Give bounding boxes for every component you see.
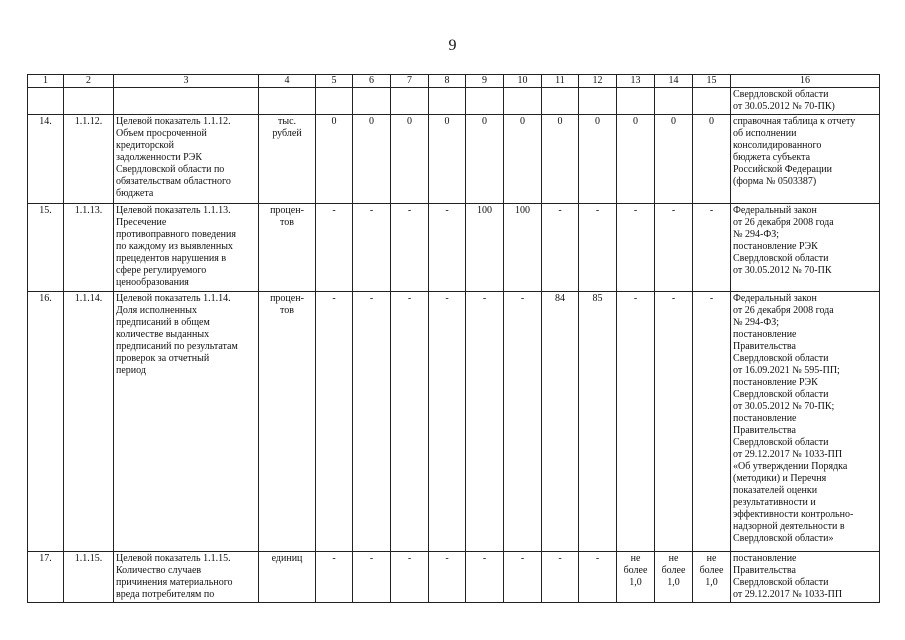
unit-line: тыс.: [277, 116, 297, 127]
value-cell: 0: [617, 115, 655, 204]
indicator-name-line: Доля исполненных: [116, 305, 197, 316]
header-cell-5: 5: [316, 75, 353, 88]
indicators-table: [27, 74, 880, 603]
indicator-name-line: проверок за отчетный: [116, 353, 210, 364]
source-line: «Об утверждении Порядка: [733, 461, 848, 472]
value-cell: -: [391, 552, 429, 603]
indicator-name-line: Целевой показатель 1.1.12.: [116, 116, 231, 127]
empty-cell: [579, 88, 617, 115]
value-cell: 0: [466, 115, 504, 204]
value-cell: 84: [542, 292, 579, 552]
source-line: Российской Федерации: [733, 164, 833, 175]
value-line: более: [661, 565, 686, 576]
source-line: об исполнении: [733, 128, 797, 139]
indicator-name-line: Целевой показатель 1.1.15.: [116, 553, 231, 564]
value-cell: [693, 552, 731, 603]
value-cell: -: [617, 292, 655, 552]
value-cell: -: [353, 292, 391, 552]
indicator-name-line: предписаний по результатам: [116, 341, 238, 352]
unit-cell: [259, 552, 316, 603]
source-line: № 294-ФЗ;: [733, 229, 780, 240]
indicator-name-line: противоправного поведения: [116, 229, 236, 240]
value-cell: -: [617, 204, 655, 292]
source-line: бюджета субъекта: [733, 152, 811, 163]
indicator-name-cell: [114, 552, 259, 603]
value-line: 1,0: [705, 577, 718, 588]
source-line: от 16.09.2021 № 595-ПП;: [733, 365, 840, 376]
empty-cell: [617, 88, 655, 115]
header-cell-1: 1: [28, 75, 64, 88]
value-cell: -: [391, 292, 429, 552]
source-line: показателей оценки: [733, 485, 818, 496]
value-cell: 85: [579, 292, 617, 552]
source-cell: [731, 204, 880, 292]
source-line: результативности и: [733, 497, 816, 508]
value-cell: -: [655, 204, 693, 292]
header-cell-2: 2: [64, 75, 114, 88]
value-cell: -: [316, 204, 353, 292]
value-cell: -: [579, 552, 617, 603]
value-cell: 0: [693, 115, 731, 204]
source-line: Свердловской области: [733, 89, 829, 100]
empty-cell: [504, 88, 542, 115]
value-cell: -: [655, 292, 693, 552]
indicator-name-line: задолженности РЭК: [116, 152, 202, 163]
indicator-name-line: вреда потребителям по: [116, 589, 215, 600]
source-line: (методики) и Перечня: [733, 473, 827, 484]
value-line: 1,0: [667, 577, 680, 588]
source-line: Федеральный закон: [733, 205, 817, 216]
indicator-name-line: причинения материального: [116, 577, 233, 588]
indicator-name-line: кредиторской: [116, 140, 174, 151]
header-cell-14: 14: [655, 75, 693, 88]
indicator-code-cell: 1.1.13.: [64, 204, 114, 292]
indicator-name-line: Целевой показатель 1.1.13.: [116, 205, 231, 216]
indicator-name-line: период: [116, 365, 146, 376]
value-line: не: [630, 553, 641, 564]
header-cell-11: 11: [542, 75, 579, 88]
source-line: Правительства: [733, 565, 796, 576]
source-cell: [731, 292, 880, 552]
source-line: Правительства: [733, 425, 796, 436]
header-cell-12: 12: [579, 75, 617, 88]
empty-cell: [114, 88, 259, 115]
indicator-name-cell: [114, 115, 259, 204]
source-line: эффективности контрольно-: [733, 509, 854, 520]
empty-cell: [28, 88, 64, 115]
indicator-code-cell: 1.1.12.: [64, 115, 114, 204]
empty-cell: [655, 88, 693, 115]
table-row: [28, 552, 880, 603]
source-line: постановление РЭК: [733, 377, 818, 388]
header-cell-3: 3: [114, 75, 259, 88]
value-cell: 0: [542, 115, 579, 204]
value-line: не: [706, 553, 717, 564]
header-cell-13: 13: [617, 75, 655, 88]
unit-line: процен-: [270, 293, 304, 304]
source-cell: [731, 552, 880, 603]
value-cell: -: [693, 204, 731, 292]
value-cell: -: [353, 204, 391, 292]
empty-cell: [391, 88, 429, 115]
unit-cell: [259, 204, 316, 292]
value-cell: 0: [353, 115, 391, 204]
table-row: [28, 204, 880, 292]
value-cell: [617, 552, 655, 603]
source-line: надзорной деятельности в: [733, 521, 845, 532]
table-row: [28, 292, 880, 552]
value-cell: 100: [504, 204, 542, 292]
value-cell: -: [466, 552, 504, 603]
row-number-cell: 16.: [28, 292, 64, 552]
header-cell-4: 4: [259, 75, 316, 88]
source-line: справочная таблица к отчету: [733, 116, 856, 127]
table-row-continuation: [28, 88, 880, 115]
source-line: постановление РЭК: [733, 241, 818, 252]
header-cell-7: 7: [391, 75, 429, 88]
value-cell: -: [504, 292, 542, 552]
empty-cell: [693, 88, 731, 115]
unit-cell: [259, 115, 316, 204]
source-line: Свердловской области: [733, 577, 829, 588]
indicator-name-line: по каждому из выявленных: [116, 241, 233, 252]
source-line: от 30.05.2012 № 70-ПК;: [733, 401, 835, 412]
indicator-name-line: Пресечение: [116, 217, 167, 228]
source-line: Свердловской области: [733, 353, 829, 364]
source-line: от 30.05.2012 № 70-ПК): [733, 101, 835, 112]
value-cell: -: [353, 552, 391, 603]
source-line: консолидированного: [733, 140, 822, 151]
value-line: 1,0: [629, 577, 642, 588]
source-line: от 29.12.2017 № 1033-ПП: [733, 449, 843, 460]
source-cell: [731, 115, 880, 204]
value-cell: -: [316, 292, 353, 552]
indicator-name-line: ценообразования: [116, 277, 189, 288]
value-cell: -: [542, 552, 579, 603]
empty-cell: [466, 88, 504, 115]
source-line: от 29.12.2017 № 1033-ПП: [733, 589, 843, 600]
value-cell: 0: [504, 115, 542, 204]
header-cell-10: 10: [504, 75, 542, 88]
value-cell: -: [429, 292, 466, 552]
source-line: от 30.05.2012 № 70-ПК: [733, 265, 832, 276]
value-cell: -: [316, 552, 353, 603]
source-line: Свердловской области: [733, 253, 829, 264]
unit-line: тов: [280, 305, 294, 316]
source-line: № 294-ФЗ;: [733, 317, 780, 328]
source-line: от 26 декабря 2008 года: [733, 305, 834, 316]
page-number: 9: [448, 37, 457, 54]
indicator-name-line: Свердловской области по: [116, 164, 225, 175]
indicator-name-line: Целевой показатель 1.1.14.: [116, 293, 231, 304]
empty-cell: [259, 88, 316, 115]
value-cell: -: [391, 204, 429, 292]
header-cell-6: 6: [353, 75, 391, 88]
value-cell: 0: [579, 115, 617, 204]
indicator-name-line: бюджета: [116, 188, 154, 199]
indicator-code-cell: 1.1.14.: [64, 292, 114, 552]
source-line: Правительства: [733, 341, 796, 352]
source-cell: [731, 88, 880, 115]
empty-cell: [353, 88, 391, 115]
value-cell: -: [693, 292, 731, 552]
value-cell: -: [429, 204, 466, 292]
value-cell: -: [429, 552, 466, 603]
value-cell: 0: [316, 115, 353, 204]
value-cell: 100: [466, 204, 504, 292]
row-number-cell: 15.: [28, 204, 64, 292]
empty-cell: [429, 88, 466, 115]
value-cell: 0: [429, 115, 466, 204]
source-line: Свердловской области»: [733, 533, 834, 544]
value-cell: 0: [391, 115, 429, 204]
header-row: [28, 75, 880, 88]
unit-line: рублей: [272, 128, 302, 139]
value-cell: -: [579, 204, 617, 292]
unit-line: тов: [280, 217, 294, 228]
row-number-cell: 17.: [28, 552, 64, 603]
indicator-name-line: обязательствам областного: [116, 176, 231, 187]
indicator-name-cell: [114, 292, 259, 552]
value-line: более: [699, 565, 724, 576]
indicator-name-line: прецедентов нарушения в: [116, 253, 227, 264]
source-line: постановление: [733, 329, 797, 340]
table-row: [28, 115, 880, 204]
indicator-name-line: Объем просроченной: [116, 128, 207, 139]
value-cell: -: [466, 292, 504, 552]
empty-cell: [64, 88, 114, 115]
indicator-name-cell: [114, 204, 259, 292]
value-cell: [655, 552, 693, 603]
value-cell: -: [542, 204, 579, 292]
row-number-cell: 14.: [28, 115, 64, 204]
unit-line: процен-: [270, 205, 304, 216]
indicator-name-line: Количество случаев: [116, 565, 202, 576]
value-cell: 0: [655, 115, 693, 204]
indicator-name-line: сфере регулируемого: [116, 265, 207, 276]
value-line: более: [623, 565, 648, 576]
indicator-name-line: количестве выданных: [116, 329, 210, 340]
source-line: от 26 декабря 2008 года: [733, 217, 834, 228]
unit-line: единиц: [271, 553, 303, 564]
indicator-code-cell: 1.1.15.: [64, 552, 114, 603]
header-cell-8: 8: [429, 75, 466, 88]
source-line: (форма № 0503387): [733, 176, 817, 187]
header-cell-16: 16: [731, 75, 880, 88]
empty-cell: [542, 88, 579, 115]
header-cell-15: 15: [693, 75, 731, 88]
source-line: Федеральный закон: [733, 293, 817, 304]
value-line: не: [668, 553, 679, 564]
header-cell-9: 9: [466, 75, 504, 88]
empty-cell: [316, 88, 353, 115]
indicator-name-line: предписаний в общем: [116, 317, 210, 328]
source-line: Свердловской области: [733, 437, 829, 448]
source-line: Свердловской области: [733, 389, 829, 400]
unit-cell: [259, 292, 316, 552]
source-line: постановление: [733, 413, 797, 424]
value-cell: -: [504, 552, 542, 603]
source-line: постановление: [733, 553, 797, 564]
